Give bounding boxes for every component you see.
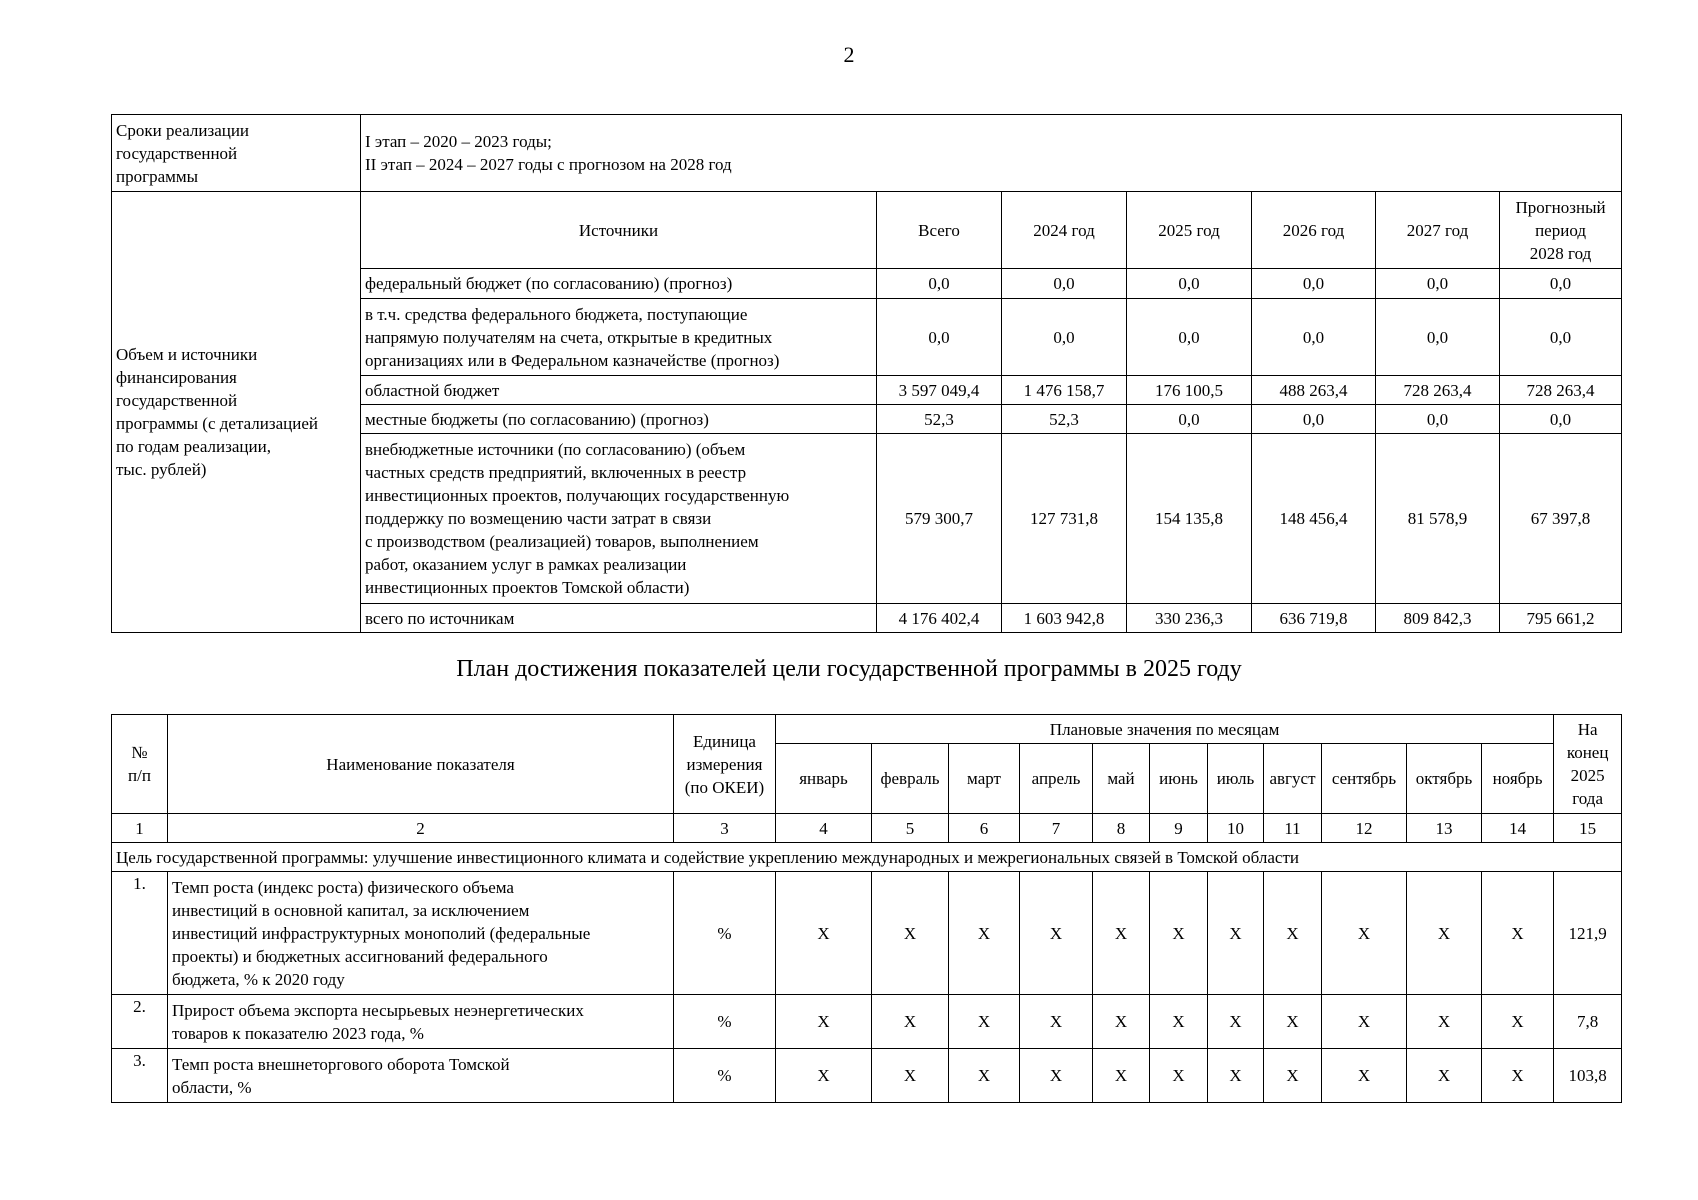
indicator-unit: %	[674, 1049, 776, 1103]
header-2027: 2027 год	[1376, 192, 1500, 269]
indicator-unit: %	[674, 872, 776, 995]
column-number: 5	[872, 814, 949, 843]
value-cell: 4 176 402,4	[877, 604, 1002, 633]
month-value: X	[1264, 995, 1322, 1049]
value-cell: 1 603 942,8	[1002, 604, 1127, 633]
value-cell: 52,3	[1002, 405, 1127, 434]
value-cell: 52,3	[877, 405, 1002, 434]
plan-title: План достижения показателей цели государственной программы в 2025 году	[456, 656, 1242, 682]
indicator-name: Темп роста (индекс роста) физического объема инвестиций в основной капитал, за исключением инвестиций инфраструктурных монополий (федеральные проекты) и бюджетных ассигнований федерального бюджета, % к 2020 году	[168, 872, 674, 995]
month-value: X	[1322, 995, 1407, 1049]
column-number: 11	[1264, 814, 1322, 843]
month-value: X	[1150, 995, 1208, 1049]
indicator-unit: %	[674, 995, 776, 1049]
value-cell: 1 476 158,7	[1002, 376, 1127, 405]
value-cell: 0,0	[1376, 405, 1500, 434]
month-value: X	[1093, 872, 1150, 995]
column-number: 4	[776, 814, 872, 843]
column-number: 6	[949, 814, 1020, 843]
value-cell: 0,0	[1252, 405, 1376, 434]
funding-table	[111, 114, 1622, 633]
month-value: X	[776, 1049, 872, 1103]
month-value: X	[1482, 995, 1554, 1049]
value-cell: 795 661,2	[1500, 604, 1622, 633]
indicator-row	[112, 995, 1622, 1049]
column-number-row	[112, 814, 1622, 843]
month-header: май	[1093, 744, 1150, 814]
month-value: X	[1150, 872, 1208, 995]
header-total: Всего	[877, 192, 1002, 269]
source-label: внебюджетные источники (по согласованию) (объем частных средств предприятий, включенных в реестр инвестиционных проектов, получающих государственную поддержку по возмещению части затрат в связи с производством (реализацией) товаров, выполнением работ, оказанием услуг в рамках реализации инвестиционных проектов Томской области)	[361, 434, 877, 604]
header-unit: Единица измерения (по ОКЕИ)	[674, 715, 776, 814]
month-header: ноябрь	[1482, 744, 1554, 814]
month-value: X	[1020, 872, 1093, 995]
column-number: 15	[1554, 814, 1622, 843]
month-value: X	[1322, 1049, 1407, 1103]
month-value: X	[1020, 1049, 1093, 1103]
month-value: X	[1093, 1049, 1150, 1103]
indicator-row	[112, 1049, 1622, 1103]
header-year-end: На конец 2025 года	[1554, 715, 1622, 814]
header-sources: Источники	[361, 192, 877, 269]
month-header: март	[949, 744, 1020, 814]
indicator-number: 2.	[112, 995, 168, 1049]
month-value: X	[1407, 872, 1482, 995]
column-number: 1	[112, 814, 168, 843]
month-header: февраль	[872, 744, 949, 814]
month-value: X	[1264, 1049, 1322, 1103]
value-cell: 176 100,5	[1127, 376, 1252, 405]
header-2024: 2024 год	[1002, 192, 1127, 269]
source-label: местные бюджеты (по согласованию) (прогноз)	[361, 405, 877, 434]
month-value: X	[1208, 995, 1264, 1049]
indicator-name: Темп роста внешнеторгового оборота Томской области, %	[168, 1049, 674, 1103]
value-cell: 81 578,9	[1376, 434, 1500, 604]
value-cell: 0,0	[1127, 299, 1252, 376]
month-header: июль	[1208, 744, 1264, 814]
month-value: X	[872, 872, 949, 995]
header-2026: 2026 год	[1252, 192, 1376, 269]
month-value: X	[1093, 995, 1150, 1049]
value-cell: 154 135,8	[1127, 434, 1252, 604]
value-cell: 0,0	[1500, 269, 1622, 299]
header-number: № п/п	[112, 715, 168, 814]
value-cell: 728 263,4	[1376, 376, 1500, 405]
indicator-number: 1.	[112, 872, 168, 995]
value-cell: 0,0	[1500, 405, 1622, 434]
value-cell: 148 456,4	[1252, 434, 1376, 604]
month-value: X	[949, 1049, 1020, 1103]
year-end-value: 103,8	[1554, 1049, 1622, 1103]
term-label: Сроки реализации государственной программы	[112, 115, 361, 192]
month-value: X	[1150, 1049, 1208, 1103]
month-value: X	[1322, 872, 1407, 995]
source-label: областной бюджет	[361, 376, 877, 405]
value-cell: 0,0	[1252, 269, 1376, 299]
goal-row	[112, 843, 1622, 872]
month-value: X	[949, 872, 1020, 995]
month-value: X	[1264, 872, 1322, 995]
value-cell: 809 842,3	[1376, 604, 1500, 633]
month-value: X	[1482, 1049, 1554, 1103]
value-cell: 0,0	[1376, 299, 1500, 376]
month-header: январь	[776, 744, 872, 814]
month-header: июнь	[1150, 744, 1208, 814]
column-number: 3	[674, 814, 776, 843]
indicator-name: Прирост объема экспорта несырьевых неэнергетических товаров к показателю 2023 года, %	[168, 995, 674, 1049]
month-value: X	[776, 995, 872, 1049]
month-value: X	[872, 995, 949, 1049]
month-header: апрель	[1020, 744, 1093, 814]
year-end-value: 121,9	[1554, 872, 1622, 995]
value-cell: 0,0	[877, 269, 1002, 299]
month-value: X	[1020, 995, 1093, 1049]
month-value: X	[1482, 872, 1554, 995]
value-cell: 728 263,4	[1500, 376, 1622, 405]
header-2028: Прогнозный период 2028 год	[1500, 192, 1622, 269]
value-cell: 0,0	[1127, 269, 1252, 299]
month-value: X	[1208, 1049, 1264, 1103]
month-value: X	[872, 1049, 949, 1103]
month-value: X	[1407, 995, 1482, 1049]
column-number: 8	[1093, 814, 1150, 843]
value-cell: 0,0	[1127, 405, 1252, 434]
plan-table	[111, 714, 1622, 1103]
value-cell: 3 597 049,4	[877, 376, 1002, 405]
value-cell: 0,0	[877, 299, 1002, 376]
term-value: I этап – 2020 – 2023 годы; II этап – 2024 – 2027 годы с прогнозом на 2028 год	[361, 115, 1622, 192]
source-label: всего по источникам	[361, 604, 877, 633]
plan-header-row	[112, 715, 1622, 744]
indicator-row	[112, 872, 1622, 995]
year-end-value: 7,8	[1554, 995, 1622, 1049]
column-number: 7	[1020, 814, 1093, 843]
value-cell: 67 397,8	[1500, 434, 1622, 604]
source-label: федеральный бюджет (по согласованию) (прогноз)	[361, 269, 877, 299]
column-number: 9	[1150, 814, 1208, 843]
value-cell: 579 300,7	[877, 434, 1002, 604]
value-cell: 488 263,4	[1252, 376, 1376, 405]
goal-text: Цель государственной программы: улучшение инвестиционного климата и содействие укреплению международных и межрегиональных связей в Томской области	[112, 843, 1622, 872]
column-number: 12	[1322, 814, 1407, 843]
month-value: X	[776, 872, 872, 995]
page-number: 2	[843, 42, 855, 67]
value-cell: 330 236,3	[1127, 604, 1252, 633]
value-cell: 0,0	[1252, 299, 1376, 376]
funding-header-row	[112, 192, 1622, 269]
header-2025: 2025 год	[1127, 192, 1252, 269]
column-number: 14	[1482, 814, 1554, 843]
month-value: X	[1407, 1049, 1482, 1103]
month-header: сентябрь	[1322, 744, 1407, 814]
header-monthly-values: Плановые значения по месяцам	[776, 715, 1554, 744]
month-value: X	[949, 995, 1020, 1049]
column-number: 13	[1407, 814, 1482, 843]
month-header: октябрь	[1407, 744, 1482, 814]
volume-label: Объем и источники финансирования государственной программы (с детализацией по годам реализации, тыс. рублей)	[112, 192, 361, 633]
value-cell: 0,0	[1002, 299, 1127, 376]
column-number: 2	[168, 814, 674, 843]
source-label: в т.ч. средства федерального бюджета, поступающие напрямую получателям на счета, открытые в кредитных организациях или в Федеральном казначействе (прогноз)	[361, 299, 877, 376]
value-cell: 0,0	[1002, 269, 1127, 299]
indicator-number: 3.	[112, 1049, 168, 1103]
value-cell: 127 731,8	[1002, 434, 1127, 604]
column-number: 10	[1208, 814, 1264, 843]
month-header: август	[1264, 744, 1322, 814]
value-cell: 0,0	[1376, 269, 1500, 299]
month-value: X	[1208, 872, 1264, 995]
header-indicator-name: Наименование показателя	[168, 715, 674, 814]
value-cell: 636 719,8	[1252, 604, 1376, 633]
value-cell: 0,0	[1500, 299, 1622, 376]
term-row	[112, 115, 1622, 192]
